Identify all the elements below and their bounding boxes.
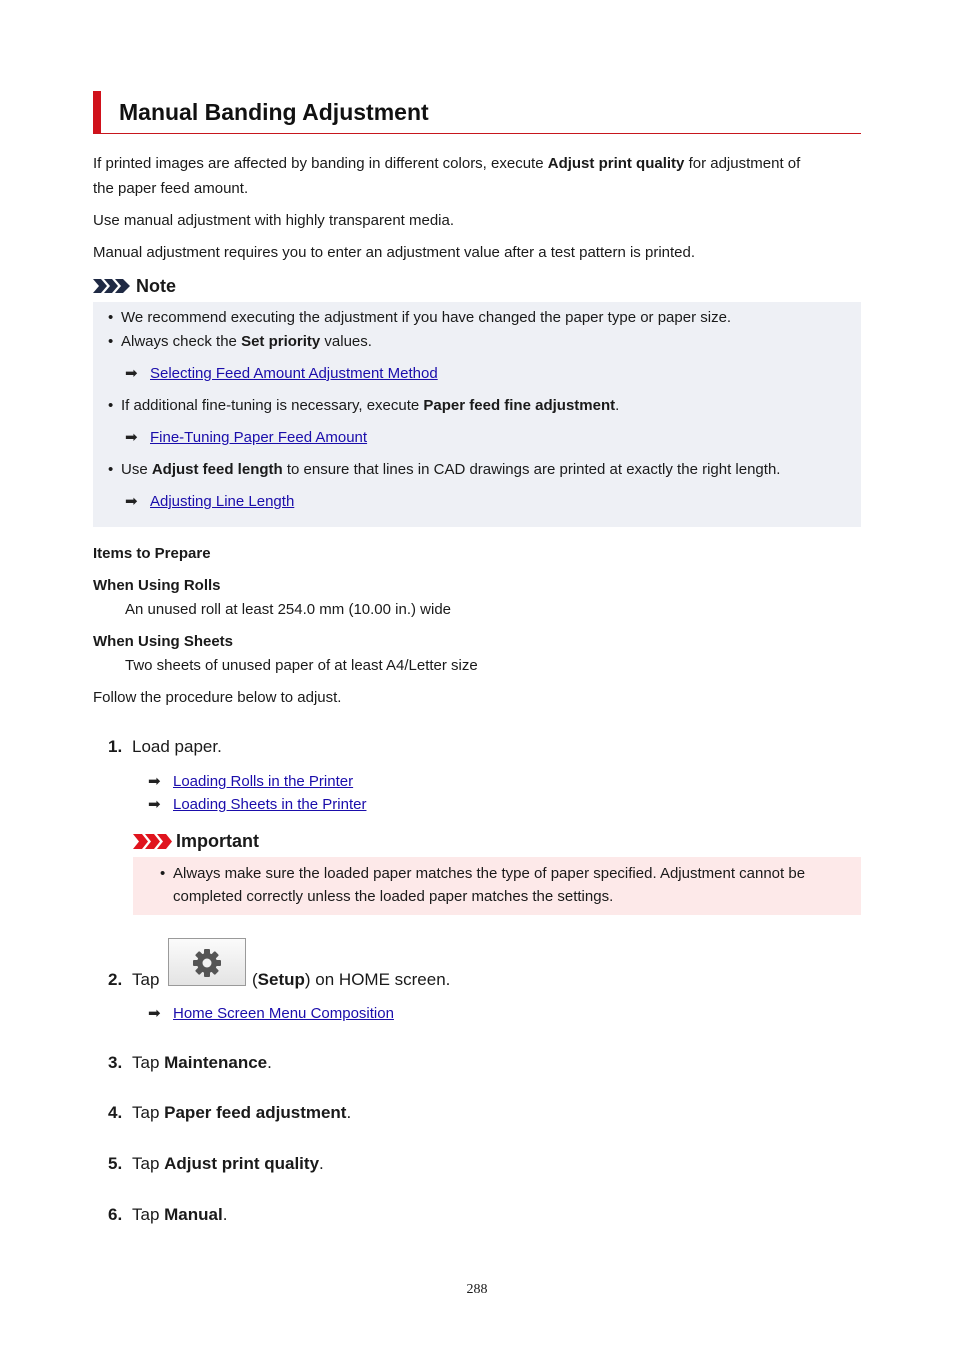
note-chevron-icon (93, 279, 131, 293)
document-page: Manual Banding Adjustment If printed images are affected by banding in different colors, execute Adjust print quality for adjustment of the paper feed amount. Use manual adjustment with highly transparent media. Manual adjustment requires you to enter an adjustment value after a test pattern is printed. Note • We recommend executing the adjustment if you have changed the paper type or paper size. • Always check the Set priority values. ➡ Selecting Feed Amount Adjustment Method • If additional fine-tuning is necessary, execute Paper feed fine adjustment. ➡ Fine-Tuning Paper Feed Amount • Use Adjust feed length to ensure that lines in CAD drawings are printed at exactly the right length. ➡ Adjusting Line Length Items to Prepare When Using Rolls An unused roll at least 254.0 mm (10.00 in.) wide When Using Sheets Two sheets of unused paper of at least A4/Letter size Follow the procedure below to adjust. 1. Load paper. ➡ Loading Rolls in the Printer ➡ Loading Sheets in the Printer Important • Always make sure the loaded paper matches the type of paper specified. Adjustment cannot be completed correctly unless the loaded paper matches the settings. 2. Tap (Setup) on HOME screen. ➡ Home Screen Menu Composition 3. Tap Maintenance. 4. Tap Paper feed adjustment. 5. Tap Adjust print quality. 6. Tap Manual. 288 (0, 0, 954, 1350)
link-loading-sheets[interactable]: Loading Sheets in the Printer (173, 796, 367, 813)
arrow-right-icon: ➡ (148, 1005, 161, 1022)
link-selecting-feed-amount[interactable]: Selecting Feed Amount Adjustment Method (150, 365, 438, 382)
arrow-right-icon: ➡ (125, 493, 138, 510)
intro-paragraph-1: If printed images are affected by banding in different colors, execute Adjust print quality for adjustment of the paper feed amount. (93, 155, 801, 197)
important-heading-text: Important (176, 831, 259, 851)
rolls-text: An unused roll at least 254.0 mm (10.00 in.) wide (125, 601, 452, 618)
arrow-right-icon: ➡ (148, 796, 161, 813)
arrow-right-icon: ➡ (125, 365, 138, 382)
intro-paragraph-2: Use manual adjustment with highly transparent media. (93, 212, 455, 229)
rolls-heading: When Using Rolls (93, 577, 221, 594)
link-home-screen-menu[interactable]: Home Screen Menu Composition (173, 1005, 394, 1022)
link-adjusting-line-length[interactable]: Adjusting Line Length (150, 493, 295, 510)
note-heading-text: Note (136, 276, 176, 296)
intro-paragraph-3: Manual adjustment requires you to enter an adjustment value after a test pattern is printed. (93, 244, 696, 261)
setup-button[interactable] (168, 938, 246, 986)
items-to-prepare-heading: Items to Prepare (93, 545, 211, 562)
gear-icon (192, 948, 222, 978)
title-bar (93, 91, 861, 134)
sheets-text: Two sheets of unused paper of at least A4/Letter size (125, 657, 478, 674)
sheets-heading: When Using Sheets (93, 633, 234, 650)
arrow-right-icon: ➡ (148, 773, 161, 790)
link-fine-tuning-paper-feed[interactable]: Fine-Tuning Paper Feed Amount (150, 429, 368, 446)
page-title: Manual Banding Adjustment (119, 99, 429, 125)
title-accent-bar (93, 91, 101, 133)
link-loading-rolls[interactable]: Loading Rolls in the Printer (173, 773, 354, 790)
follow-procedure-text: Follow the procedure below to adjust. (93, 689, 342, 706)
page-number: 288 (466, 1282, 488, 1297)
important-chevron-icon (133, 834, 173, 849)
arrow-right-icon: ➡ (125, 429, 138, 446)
